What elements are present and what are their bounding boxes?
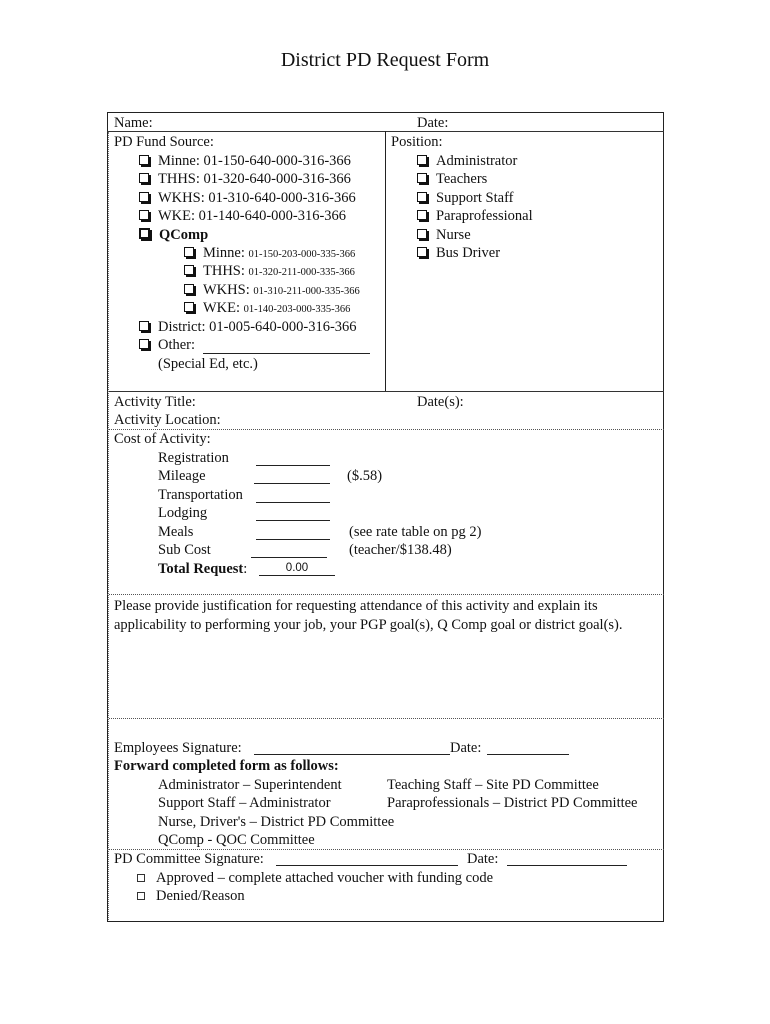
fund-option-other[interactable]: Other: <box>139 336 195 354</box>
qcomp-option-thhs[interactable]: THHS: 01-320-211-000-335-366 <box>184 262 355 282</box>
justification-line: applicability to performing your job, your PGP goal(s), Q Comp goal or district goal(s). <box>114 617 623 633</box>
fund-source-label: PD Fund Source: <box>114 134 214 150</box>
checkbox-icon[interactable] <box>184 284 194 294</box>
mileage-field[interactable] <box>254 470 330 484</box>
date-label: Date: <box>417 115 449 131</box>
checkbox-icon[interactable] <box>137 874 145 882</box>
cost-row-label: Lodging <box>158 505 208 521</box>
employee-signature-field[interactable] <box>254 741 450 755</box>
position-option-nurse[interactable]: Nurse <box>417 226 471 244</box>
checkbox-icon[interactable] <box>184 265 194 275</box>
justification-line: Please provide justification for requesting attendance of this activity and explain its <box>114 598 598 614</box>
checkbox-icon[interactable] <box>139 321 149 331</box>
name-label: Name: <box>114 115 153 131</box>
checkbox-icon[interactable] <box>139 228 150 239</box>
employee-date-field[interactable] <box>487 741 569 755</box>
routing-item: QComp - QOC Committee <box>158 832 315 848</box>
position-option-paraprofessional[interactable]: Paraprofessional <box>417 207 533 225</box>
lodging-field[interactable] <box>256 507 330 521</box>
total-request-value[interactable]: 0.00 <box>259 561 335 576</box>
fund-option-district[interactable]: District: 01-005-640-000-316-366 <box>139 318 357 336</box>
approved-option[interactable]: Approved – complete attached voucher with funding code <box>137 869 493 887</box>
checkbox-icon[interactable] <box>137 892 145 900</box>
checkbox-icon[interactable] <box>139 155 149 165</box>
employee-signature-label: Employees Signature: <box>114 740 242 756</box>
position-option-teachers[interactable]: Teachers <box>417 170 487 188</box>
committee-signature-label: PD Committee Signature: <box>114 851 264 867</box>
checkbox-icon[interactable] <box>417 247 427 257</box>
checkbox-icon[interactable] <box>139 192 149 202</box>
other-field[interactable] <box>203 340 370 354</box>
total-request-label: Total Request: <box>158 561 248 577</box>
inner-edge <box>108 132 109 920</box>
checkbox-icon[interactable] <box>139 339 149 349</box>
qcomp-option-wkhs[interactable]: WKHS: 01-310-211-000-335-366 <box>184 281 360 301</box>
position-option-administrator[interactable]: Administrator <box>417 152 517 170</box>
checkbox-icon[interactable] <box>139 173 149 183</box>
committee-date-label: Date: <box>467 851 499 867</box>
checkbox-icon[interactable] <box>417 173 427 183</box>
checkbox-icon[interactable] <box>184 302 194 312</box>
cost-row-note: (see rate table on pg 2) <box>349 524 482 540</box>
routing-item: Nurse, Driver's – District PD Committee <box>158 814 395 830</box>
activity-title-label: Activity Title: <box>114 394 196 410</box>
cost-row-label: Mileage <box>158 468 206 484</box>
other-note: (Special Ed, etc.) <box>158 356 258 372</box>
cost-row-label: Meals <box>158 524 194 540</box>
divider <box>107 594 664 595</box>
routing-item: Teaching Staff – Site PD Committee <box>387 777 599 793</box>
transportation-field[interactable] <box>256 489 330 503</box>
fund-option-qcomp[interactable]: QComp <box>139 226 208 244</box>
checkbox-icon[interactable] <box>417 210 427 220</box>
cost-row-note: ($.58) <box>347 468 383 484</box>
routing-item: Support Staff – Administrator <box>158 795 331 811</box>
cost-row-label: Registration <box>158 450 229 466</box>
forward-heading: Forward completed form as follows: <box>114 758 339 774</box>
fund-option-minne[interactable]: Minne: 01-150-640-000-316-366 <box>139 152 351 170</box>
committee-signature-field[interactable] <box>276 852 458 866</box>
activity-location-label: Activity Location: <box>114 412 221 428</box>
fund-option-wkhs[interactable]: WKHS: 01-310-640-000-316-366 <box>139 189 356 207</box>
checkbox-icon[interactable] <box>417 192 427 202</box>
checkbox-icon[interactable] <box>417 155 427 165</box>
page-title: District PD Request Form <box>280 49 490 71</box>
cost-row-note: (teacher/$138.48) <box>349 542 452 558</box>
employee-date-label: Date: <box>450 740 482 756</box>
denied-option[interactable]: Denied/Reason <box>137 887 245 905</box>
fund-option-wke[interactable]: WKE: 01-140-640-000-316-366 <box>139 207 346 225</box>
registration-field[interactable] <box>256 452 330 466</box>
position-option-support-staff[interactable]: Support Staff <box>417 189 513 207</box>
qcomp-option-minne[interactable]: Minne: 01-150-203-000-335-366 <box>184 244 355 264</box>
divider <box>107 718 664 719</box>
routing-item: Administrator – Superintendent <box>158 777 342 793</box>
cost-label: Cost of Activity: <box>114 431 211 447</box>
cost-row-label: Transportation <box>158 487 243 503</box>
qcomp-option-wke[interactable]: WKE: 01-140-203-000-335-366 <box>184 299 350 319</box>
meals-field[interactable] <box>256 526 330 540</box>
sub-cost-field[interactable] <box>251 544 327 558</box>
column-divider <box>385 131 386 391</box>
position-option-bus-driver[interactable]: Bus Driver <box>417 244 500 262</box>
committee-date-field[interactable] <box>507 852 627 866</box>
divider <box>107 391 664 392</box>
checkbox-icon[interactable] <box>417 229 427 239</box>
routing-item: Paraprofessionals – District PD Committee <box>387 795 638 811</box>
activity-dates-label: Date(s): <box>417 394 464 410</box>
cost-row-label: Sub Cost <box>158 542 211 558</box>
checkbox-icon[interactable] <box>139 210 149 220</box>
fund-option-thhs[interactable]: THHS: 01-320-640-000-316-366 <box>139 170 351 188</box>
checkbox-icon[interactable] <box>184 247 194 257</box>
position-label: Position: <box>391 134 443 150</box>
